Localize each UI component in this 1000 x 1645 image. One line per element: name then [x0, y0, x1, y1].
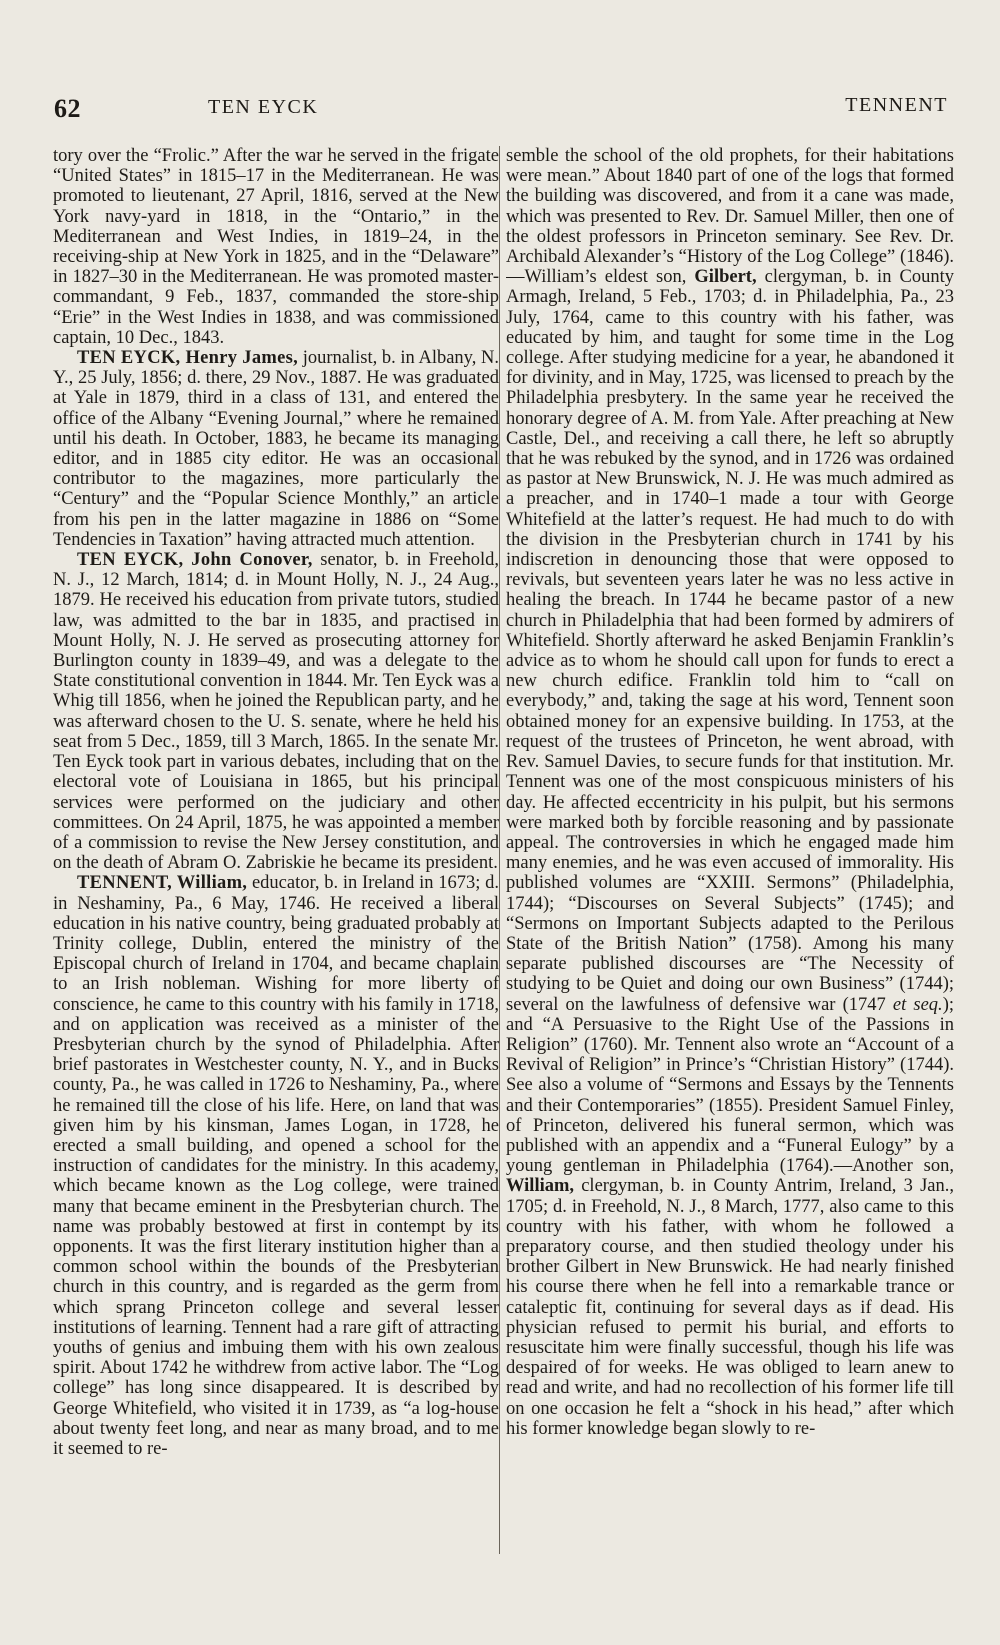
entry-tennent-continued: [506, 146, 954, 1439]
headword: TEN EYCK, Henry James,: [77, 348, 299, 369]
entry-text: senator, b. in Freehold, N. J., 12 March, 1814; d. in Mount Holly, N. J., 24 Aug., 1879. He received his education from private tutors, studied law, was admitted to the bar in 1835, and practised in Mount Holly, N. J. He served as prosecuting attorney for Burlington county in 1839–49, and was a delegate to the State constitutional convention in 1844. Mr. Ten Eyck was a Whig till 1856, when he joined the Republican party, and he was afterward chosen to the U. S. senate, where he held his seat from 5 Dec., 1859, till 3 March, 1865. In the senate Mr. Ten Eyck took part in various debates, including that on the electoral vote of Louisiana in 1865, but his principal services were performed on the judiciary and other committees. On 24 April, 1875, he was appointed a member of a commission to revise the New Jersey constitution, and on the death of Abram O. Zabriskie he became its president.: [53, 550, 499, 874]
entry-ten-eyck-john-conover: [53, 550, 499, 873]
subentry-name-gilbert: Gilbert,: [694, 267, 757, 288]
page-number: 62: [54, 94, 81, 123]
column-divider: [499, 146, 500, 1554]
headword: TENNENT, William,: [77, 873, 248, 894]
right-column: [506, 146, 954, 1576]
entry-text: journalist, b. in Albany, N. Y., 25 July, 1856; d. there, 29 Nov., 1887. He was graduated at Yale in 1879, third in a class of 131, and entered the office of the Albany “Evening Journal,” where he remained until his death. In October, 1883, he became its managing editor, and in 1885 city editor. He was an occasional contributor to the magazines, more particularly the “Century” and the “Popular Science Monthly,” an article from his pen in the latter magazine in 1886 on “Some Tendencies in Taxation” having attracted much attention.: [53, 348, 499, 550]
headword: TEN EYCK, John Conover,: [77, 550, 313, 571]
entry-text: educator, b. in Ireland in 1673; d. in Neshaminy, Pa., 6 May, 1746. He received a liberal education in his native country, being graduated probably at Trinity college, Dublin, entered the ministry of the Episcopal church of Ireland in 1704, and became chaplain to an Irish nobleman. Wishing for more liberty of conscience, he came to this country with his family in 1718, and on application was received as a minister of the Presbyterian church by the synod of Philadelphia. After brief pastorates in Westchester county, N. Y., and in Bucks county, Pa., he was called in 1726 to Neshaminy, Pa., where he remained till the close of his life. Here, on land that was given him by his kinsman, James Logan, in 1728, he erected a small building, and opened a school for the instruction of candidates for the ministry. In this academy, which became known as the Log college, were trained many that became eminent in the Presbyterian church. The name was probably bestowed at first in contempt by its opponents. It was the first literary institution higher than a common school within the bounds of the Presbyterian church in this country, and is regarded as the germ from which sprang Princeton college and several lesser institutions of learning. Tennent had a rare gift of attracting youths of genius and imbuing them with his own zealous spirit. About 1742 he withdrew from active labor. The “Log college” has long since disappeared. It is described by George Whitefield, who visited it in 1739, as “a log-house about twenty feet long, and near as many broad, and to me it seemed to re-: [53, 873, 499, 1459]
entry-text: clergyman, b. in County Antrim, Ireland, 3 Jan., 1705; d. in Freehold, N. J., 8 March, 1777, also came to this country with his father, with whom he followed a preparatory course, and then studied theology under his brother Gilbert in New Brunswick. He had nearly finished his course there when he fell into a remarkable trance or cataleptic fit, continuing for several days as if dead. His physician refused to permit his burial, and efforts to resuscitate him were finally successful, though his life was despaired of for weeks. He was obliged to learn anew to read and write, and had no recollection of his former life till on one occasion he felt a “shock in his head,” after which his former knowledge began slowly to re-: [506, 1176, 954, 1439]
page-header: [54, 94, 972, 126]
running-head-right: TENNENT: [845, 94, 948, 116]
running-head-left: TEN EYCK: [208, 96, 319, 118]
entry-text: semble the school of the old prophets, for their habitations were mean.” About 1840 part of one of the logs that formed the building was discovered, and from it a cane was made, which was presented to Rev. Dr. Samuel Miller, then one of the oldest professors in Princeton seminary. See Rev. Dr. Archibald Alexander’s “History of the Log College” (1846).—William’s eldest son,: [506, 146, 954, 288]
entry-text: ); and “A Persuasive to the Right Use of the Passions in Religion” (1760). Mr. Tennent also wrote an “Account of a Revival of Religion” in Prince’s “Christian History” (1744). See also a volume of “Sermons and Essays by the Tennents and their Contemporaries” (1855). President Samuel Finley, of Princeton, delivered his funeral sermon, which was published with an appendix and a “Funeral Eulogy” by a young gentleman in Philadelphia (1764).—Another son,: [506, 994, 954, 1177]
entry-ten-eyck-henry-james: [53, 348, 499, 550]
italic-et-seq: et seq.: [892, 994, 943, 1015]
subentry-name-william: William,: [506, 1176, 575, 1197]
entry-tennent-william: [53, 873, 499, 1459]
left-column: [53, 146, 499, 1576]
entry-continuation: tory over the “Frolic.” After the war he served in the frigate “United States” in 1815–17 in the Mediterranean. He was promoted to lieutenant, 27 April, 1816, served at the New York navy-yard in 1818, in the “Ontario,” in the Mediterranean and West Indies, in 1819–24, in the receiving-ship at New York in 1825, and in the “Delaware” in 1827–30 in the Mediterranean. He was promoted master-commandant, 9 Feb., 1837, commanded the store-ship “Erie” in the West Indies in 1838, and was commissioned captain, 10 Dec., 1843.: [53, 146, 499, 348]
entry-text: clergyman, b. in County Armagh, Ireland, 5 Feb., 1703; d. in Philadelphia, Pa., 23 July, 1764, came to this country with his father, was educated by him, and taught for some time in the Log college. After studying medicine for a year, he abandoned it for divinity, and in May, 1725, was licensed to preach by the Philadelphia presbytery. In the same year he received the honorary degree of A. M. from Yale. After preaching at New Castle, Del., and receiving a call there, he left so abruptly that he was rebuked by the synod, and in 1726 was ordained as pastor at New Brunswick, N. J. He was much admired as a preacher, and in 1740–1 made a tour with George Whitefield at the latter’s request. He had much to do with the division in the Presbyterian church in 1741 by his indiscretion in denouncing those that were opposed to revivals, but seventeen years later he was no less active in healing the breach. In 1744 he became pastor of a new church in Philadelphia that had been formed by admirers of Whitefield. Shortly afterward he asked Benjamin Franklin’s advice as to whom he should call upon for funds to erect a new church edifice. Franklin told him to “call on everybody,” and, taking the sage at his word, Tennent soon obtained money for an expensive building. In 1753, at the request of the trustees of Princeton, he went abroad, with Rev. Samuel Davies, to secure funds for that institution. Mr. Tennent was one of the most conspicuous ministers of his day. He affected eccentricity in his pulpit, but his sermons were marked both by forcible reasoning and by passionate appeal. The controversies in which he engaged made him many enemies, and he was even accused of immorality. His published volumes are “XXIII. Sermons” (Philadelphia, 1744); “Discourses on Several Subjects” (1745); and “Sermons on Important Subjects adapted to the Perilous State of the British Nation” (1758). Among his many separate published discourses are “The Necessity of studying to be Quiet and doing our own Business” (1744); several on the lawfulness of defensive war (1747: [506, 267, 954, 1015]
